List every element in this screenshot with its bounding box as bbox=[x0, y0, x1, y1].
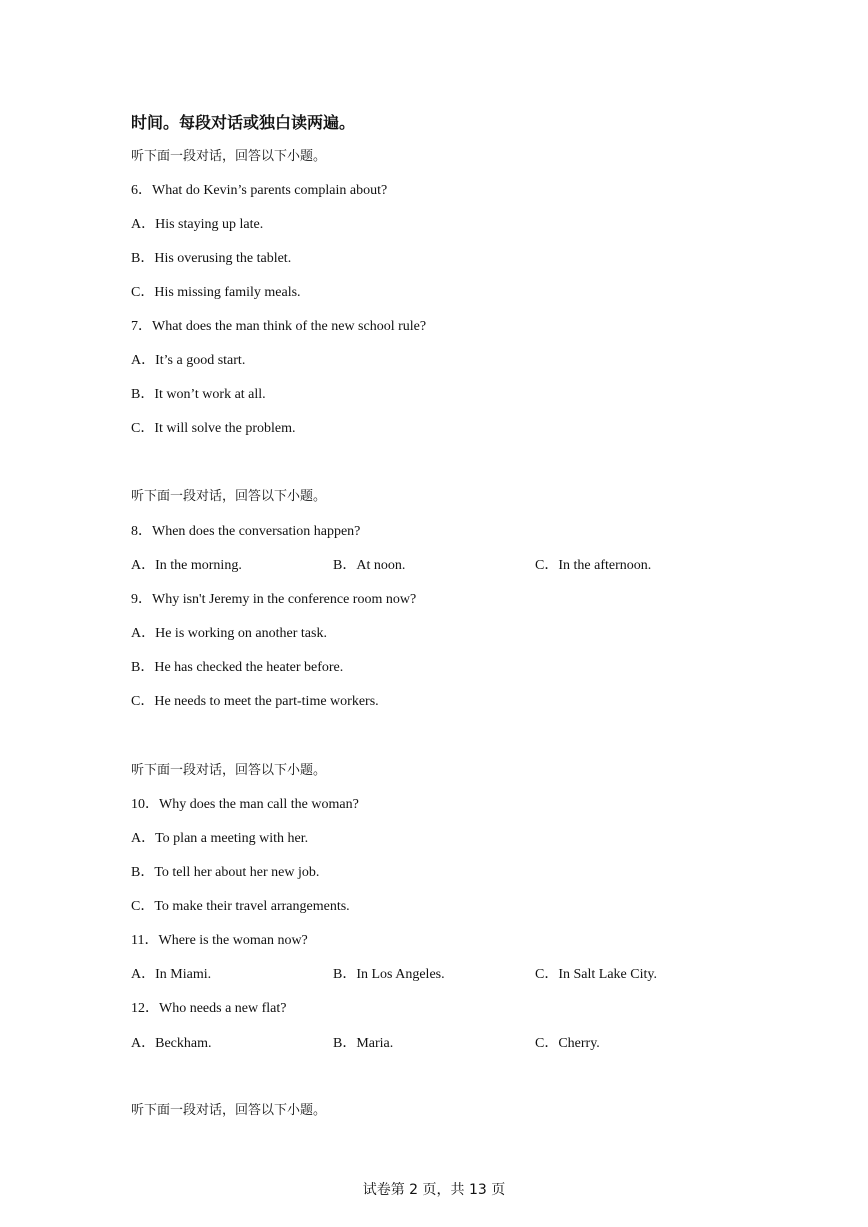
option-b: B．To tell her about her new job. bbox=[131, 865, 320, 880]
option-b: B．At noon. bbox=[333, 558, 406, 573]
option-c: C．In the afternoon. bbox=[535, 558, 652, 573]
option-c: C．He needs to meet the part-time workers. bbox=[131, 694, 379, 709]
option-b: B．In Los Angeles. bbox=[333, 967, 445, 982]
question-stem: 6．What do Kevin’s parents complain about? bbox=[131, 183, 388, 198]
option-a: A．To plan a meeting with her. bbox=[131, 831, 309, 846]
option-a: A．It’s a good start. bbox=[131, 353, 246, 368]
option-a: A．In Miami. bbox=[131, 967, 212, 982]
group-instruction: 听下面一段对话，回答以下小题。 bbox=[131, 763, 327, 778]
question-stem: 11．Where is the woman now? bbox=[131, 933, 308, 948]
question-stem: 8．When does the conversation happen? bbox=[131, 524, 361, 539]
page-footer: 试卷第 2 页，共 13 页 bbox=[362, 1182, 506, 1198]
section-heading: 时间。每段对话或独白读两遍。 bbox=[131, 113, 356, 132]
options-row bbox=[131, 557, 751, 575]
question-stem: 7．What does the man think of the new school rule? bbox=[131, 319, 427, 334]
option-c: C．His missing family meals. bbox=[131, 285, 301, 300]
question-stem: 10．Why does the man call the woman? bbox=[131, 797, 359, 812]
option-a: A．He is working on another task. bbox=[131, 626, 327, 641]
option-a: A．His staying up late. bbox=[131, 217, 264, 232]
option-b: B．It won’t work at all. bbox=[131, 387, 266, 402]
question-stem: 9．Why isn't Jeremy in the conference room now? bbox=[131, 592, 417, 607]
question-stem: 12．Who needs a new flat? bbox=[131, 1001, 287, 1016]
option-c: C．Cherry. bbox=[535, 1036, 600, 1051]
option-b: B．Maria. bbox=[333, 1036, 394, 1051]
option-a: A．In the morning. bbox=[131, 558, 242, 573]
group-instruction: 听下面一段对话，回答以下小题。 bbox=[131, 1103, 327, 1118]
option-a: A．Beckham. bbox=[131, 1036, 212, 1051]
options-row bbox=[131, 966, 751, 984]
option-c: C．In Salt Lake City. bbox=[535, 967, 657, 982]
option-b: B．His overusing the tablet. bbox=[131, 251, 292, 266]
option-b: B．He has checked the heater before. bbox=[131, 660, 344, 675]
option-c: C．It will solve the problem. bbox=[131, 421, 296, 436]
options-row bbox=[131, 1035, 751, 1053]
group-instruction: 听下面一段对话，回答以下小题。 bbox=[131, 489, 327, 504]
group-instruction: 听下面一段对话，回答以下小题。 bbox=[131, 149, 327, 164]
option-c: C．To make their travel arrangements. bbox=[131, 899, 350, 914]
